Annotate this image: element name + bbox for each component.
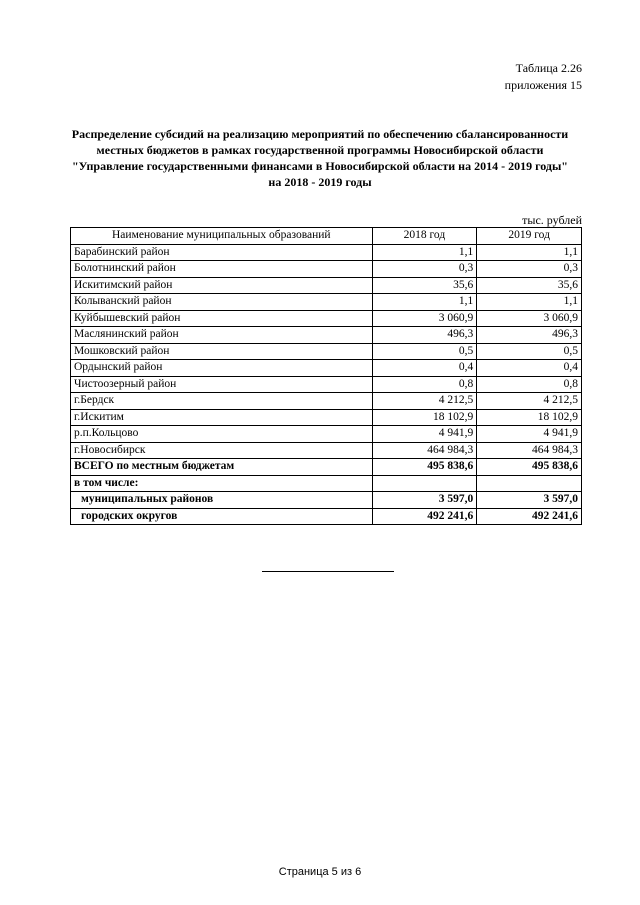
table-reference xyxy=(505,60,582,94)
row-value-2019: 3 597,0 xyxy=(477,492,582,509)
row-name: Искитимский район xyxy=(71,277,373,294)
row-value-2019: 4 212,5 xyxy=(477,393,582,410)
table-number: Таблица 2.26 xyxy=(515,61,582,75)
row-name: Барабинский район xyxy=(71,244,373,261)
row-value-2018: 0,4 xyxy=(372,360,477,377)
row-name: г.Бердск xyxy=(71,393,373,410)
table-row xyxy=(71,393,582,410)
row-value-2018: 18 102,9 xyxy=(372,409,477,426)
row-value-2019: 0,3 xyxy=(477,261,582,278)
row-value-2018: 0,5 xyxy=(372,343,477,360)
table-header-row xyxy=(71,228,582,245)
table-row xyxy=(71,310,582,327)
table-row xyxy=(71,360,582,377)
urban-districts-row xyxy=(71,508,582,525)
row-value-2018: 35,6 xyxy=(372,277,477,294)
row-value-2019: 1,1 xyxy=(477,294,582,311)
column-header-2018: 2018 год xyxy=(372,228,477,245)
appendix-number: приложения 15 xyxy=(504,78,582,92)
row-name: Маслянинский район xyxy=(71,327,373,344)
row-name: Мошковский район xyxy=(71,343,373,360)
page-number: Страница 5 из 6 xyxy=(278,866,362,878)
table-row xyxy=(71,409,582,426)
row-value-2018: 495 838,6 xyxy=(372,459,477,476)
row-name: Болотнинский район xyxy=(71,261,373,278)
table-row xyxy=(71,376,582,393)
total-row xyxy=(71,459,582,476)
row-value-2018: 464 984,3 xyxy=(372,442,477,459)
row-value-2019: 4 941,9 xyxy=(477,426,582,443)
document-title: Распределение субсидий на реализацию мероприятий по обеспечению сбалансированности местных бюджетов в рамках государственной программы Новосибирской области "Управление государственными финансами в Новосибирской области на 2014 - 2019 годы" на 2018 - 2019 годы xyxy=(71,127,569,189)
row-name: Чистоозерный район xyxy=(71,376,373,393)
table-row xyxy=(71,277,582,294)
units-label: тыс. рублей xyxy=(522,213,582,227)
table-row xyxy=(71,327,582,344)
row-value-2018: 496,3 xyxy=(372,327,477,344)
row-value-2019: 0,8 xyxy=(477,376,582,393)
municipal-districts-row xyxy=(71,492,582,509)
row-value-2018: 4 212,5 xyxy=(372,393,477,410)
table-row xyxy=(71,261,582,278)
row-value-2018: 1,1 xyxy=(372,294,477,311)
table-row xyxy=(71,343,582,360)
row-value-2019: 1,1 xyxy=(477,244,582,261)
row-value-2019: 3 060,9 xyxy=(477,310,582,327)
row-value-2018 xyxy=(372,475,477,492)
row-value-2018: 0,3 xyxy=(372,261,477,278)
subsidy-table xyxy=(70,227,582,525)
separator-line xyxy=(262,571,394,572)
row-value-2018: 3 597,0 xyxy=(372,492,477,509)
row-name: г.Искитим xyxy=(71,409,373,426)
row-value-2019: 0,4 xyxy=(477,360,582,377)
row-name: в том числе: xyxy=(71,475,373,492)
row-name: городских округов xyxy=(71,508,373,525)
table-row xyxy=(71,244,582,261)
row-name: Ордынский район xyxy=(71,360,373,377)
table-row xyxy=(71,442,582,459)
row-value-2019 xyxy=(477,475,582,492)
row-value-2019: 496,3 xyxy=(477,327,582,344)
row-value-2019: 495 838,6 xyxy=(477,459,582,476)
table-row xyxy=(71,294,582,311)
row-name: Куйбышевский район xyxy=(71,310,373,327)
row-name: р.п.Кольцово xyxy=(71,426,373,443)
row-value-2019: 0,5 xyxy=(477,343,582,360)
row-value-2019: 35,6 xyxy=(477,277,582,294)
row-name: муниципальных районов xyxy=(71,492,373,509)
including-row xyxy=(71,475,582,492)
row-value-2018: 3 060,9 xyxy=(372,310,477,327)
table-row xyxy=(71,426,582,443)
row-value-2018: 1,1 xyxy=(372,244,477,261)
row-name: г.Новосибирск xyxy=(71,442,373,459)
row-value-2018: 0,8 xyxy=(372,376,477,393)
column-header-2019: 2019 год xyxy=(477,228,582,245)
row-value-2019: 18 102,9 xyxy=(477,409,582,426)
row-value-2019: 492 241,6 xyxy=(477,508,582,525)
row-value-2018: 4 941,9 xyxy=(372,426,477,443)
column-header-name: Наименование муниципальных образований xyxy=(71,228,373,245)
row-value-2019: 464 984,3 xyxy=(477,442,582,459)
row-value-2018: 492 241,6 xyxy=(372,508,477,525)
row-name: Колыванский район xyxy=(71,294,373,311)
row-name: ВСЕГО по местным бюджетам xyxy=(71,459,373,476)
